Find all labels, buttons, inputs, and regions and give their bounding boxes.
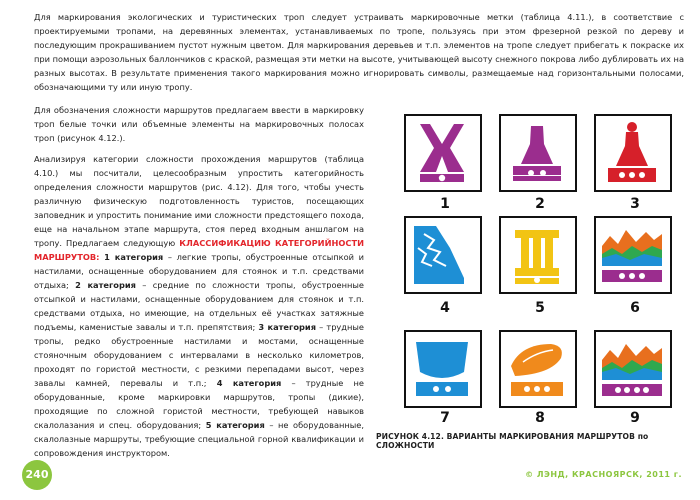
tile-9	[594, 330, 672, 408]
copyright: © ЛЭНД, КРАСНОЯРСК, 2011 г.	[525, 470, 682, 479]
tile-4-number: 4	[440, 300, 450, 316]
tile-3	[594, 114, 672, 192]
tile-4	[404, 216, 482, 294]
figure-caption: РИСУНОК 4.12. ВАРИАНТЫ МАРКИРОВАНИЯ МАРШРУТОВ по СЛОЖНОСТИ	[376, 432, 649, 450]
teepee-icon	[406, 116, 479, 189]
classification-label: КЛАССИФИКАЦИЮ КАТЕГОРИЙНОСТИ МАРШРУТОВ:	[34, 238, 364, 262]
tile-8	[499, 330, 577, 408]
tile-6-number: 6	[630, 300, 640, 316]
tile-5-number: 5	[535, 300, 545, 316]
tree-stump-icon	[501, 116, 574, 189]
tile-7-number: 7	[440, 410, 450, 426]
intro-paragraph: Для маркирования экологических и туристических троп следует устраивать маркировочные метки (таблица 4.11.), в соответствие с проектируемыми тропами, на деревянных элементах, устанавливаемых по тропе, пользуясь при этом фрезерной резкой по дереву и последующим прокрашиванием пустот нужным цветом. Для маркирования деревьев и т.п. элементов на тропе следует прибегать к покраске их при помощи аэрозольных баллончиков с краской, размещая эти метки на высоте, учитывающей высоту снежного покрова либо дублировать их на разных высотах. В результате применения такого маркирования можно игнорировать символы, размещаемые над горизонтальными полосами, обозначающими ту или иную тропу.	[34, 12, 684, 92]
category-4-label: 4 категория	[216, 378, 282, 388]
category-4-text: – трудные не оборудованные, кроме маркировки маршрутов, тропы (дикие), проходящие по сложной гористой местности, требующей навыков скалолазания и спец. оборудования;	[34, 378, 364, 430]
page-number: 240	[22, 460, 52, 490]
category-3-label: 3 категория	[258, 322, 316, 332]
analysis-paragraph	[34, 152, 364, 460]
category-1-text: – легкие тропы, обустроенные отсыпкой и настилами, оснащенные оборудованием для стоянок и т.п. средствами отдыха;	[34, 252, 365, 290]
tile-6	[594, 216, 672, 294]
tile-1-number: 1	[440, 196, 450, 212]
bell-figure-icon	[596, 116, 669, 189]
tile-7	[404, 330, 482, 408]
tile-1	[404, 114, 482, 192]
category-2-text: – средние по сложности тропы, обустроенные отсыпкой и настилами, оснащенные оборудованием для стоянок и т.п. средствами отдыха, но имеющие, на отдельных её участках затяжные подъемы, каменистые завалы и т.п. препятствия;	[34, 280, 364, 332]
tile-8-number: 8	[535, 410, 545, 426]
tile-5	[499, 216, 577, 294]
blue-cliff-icon	[406, 218, 479, 291]
mountain-landscape-icon	[596, 218, 669, 291]
pillars-icon	[501, 218, 574, 291]
category-5-text: – не оборудованные, скалолазные маршруты, требующие специальной горной квалификации и сопровождения инструктором.	[34, 420, 365, 458]
blue-bowl-icon	[406, 332, 479, 405]
mountain-landscape-icon	[596, 332, 669, 405]
tile-2-number: 2	[535, 196, 545, 212]
category-1-label: 1 категория	[104, 252, 164, 262]
marking-figure	[392, 110, 682, 432]
tile-2	[499, 114, 577, 192]
tile-3-number: 3	[630, 196, 640, 212]
category-2-label: 2 категория	[75, 280, 136, 290]
orange-stone-icon	[501, 332, 574, 405]
category-3-text: – трудные тропы, редко обустроенные настилами и мостами, оснащенные стояночным оборудованием с интервалами в несколько километров, проходят по гористой местности, с резкими перепадами высот, через завалы камней, перевалы и т.п.;	[34, 322, 364, 388]
analysis-text: Анализируя категории сложности прохождения маршрутов (таблица 4.10.) мы посчитали, целесообразным упростить категорийность определения сложности маршрутов (рис. 4.12). Для того, чтобы учесть различную физическую подготовленность туристов, посещающих заповедник и упростить понимание ими сложности предстоящего похода, еще на начальном этапе маршрута, стоя перед входным аншлагом на тропу. Предлагаем следующую	[34, 154, 364, 248]
category-5-label: 5 категория	[205, 420, 265, 430]
tile-9-number: 9	[630, 410, 640, 426]
difficulty-paragraph: Для обозначения сложности маршрутов предлагаем ввести в маркировку троп белые точки или объемные элементы на маркировочных полосах троп (рисунок 4.12.).	[34, 105, 364, 143]
